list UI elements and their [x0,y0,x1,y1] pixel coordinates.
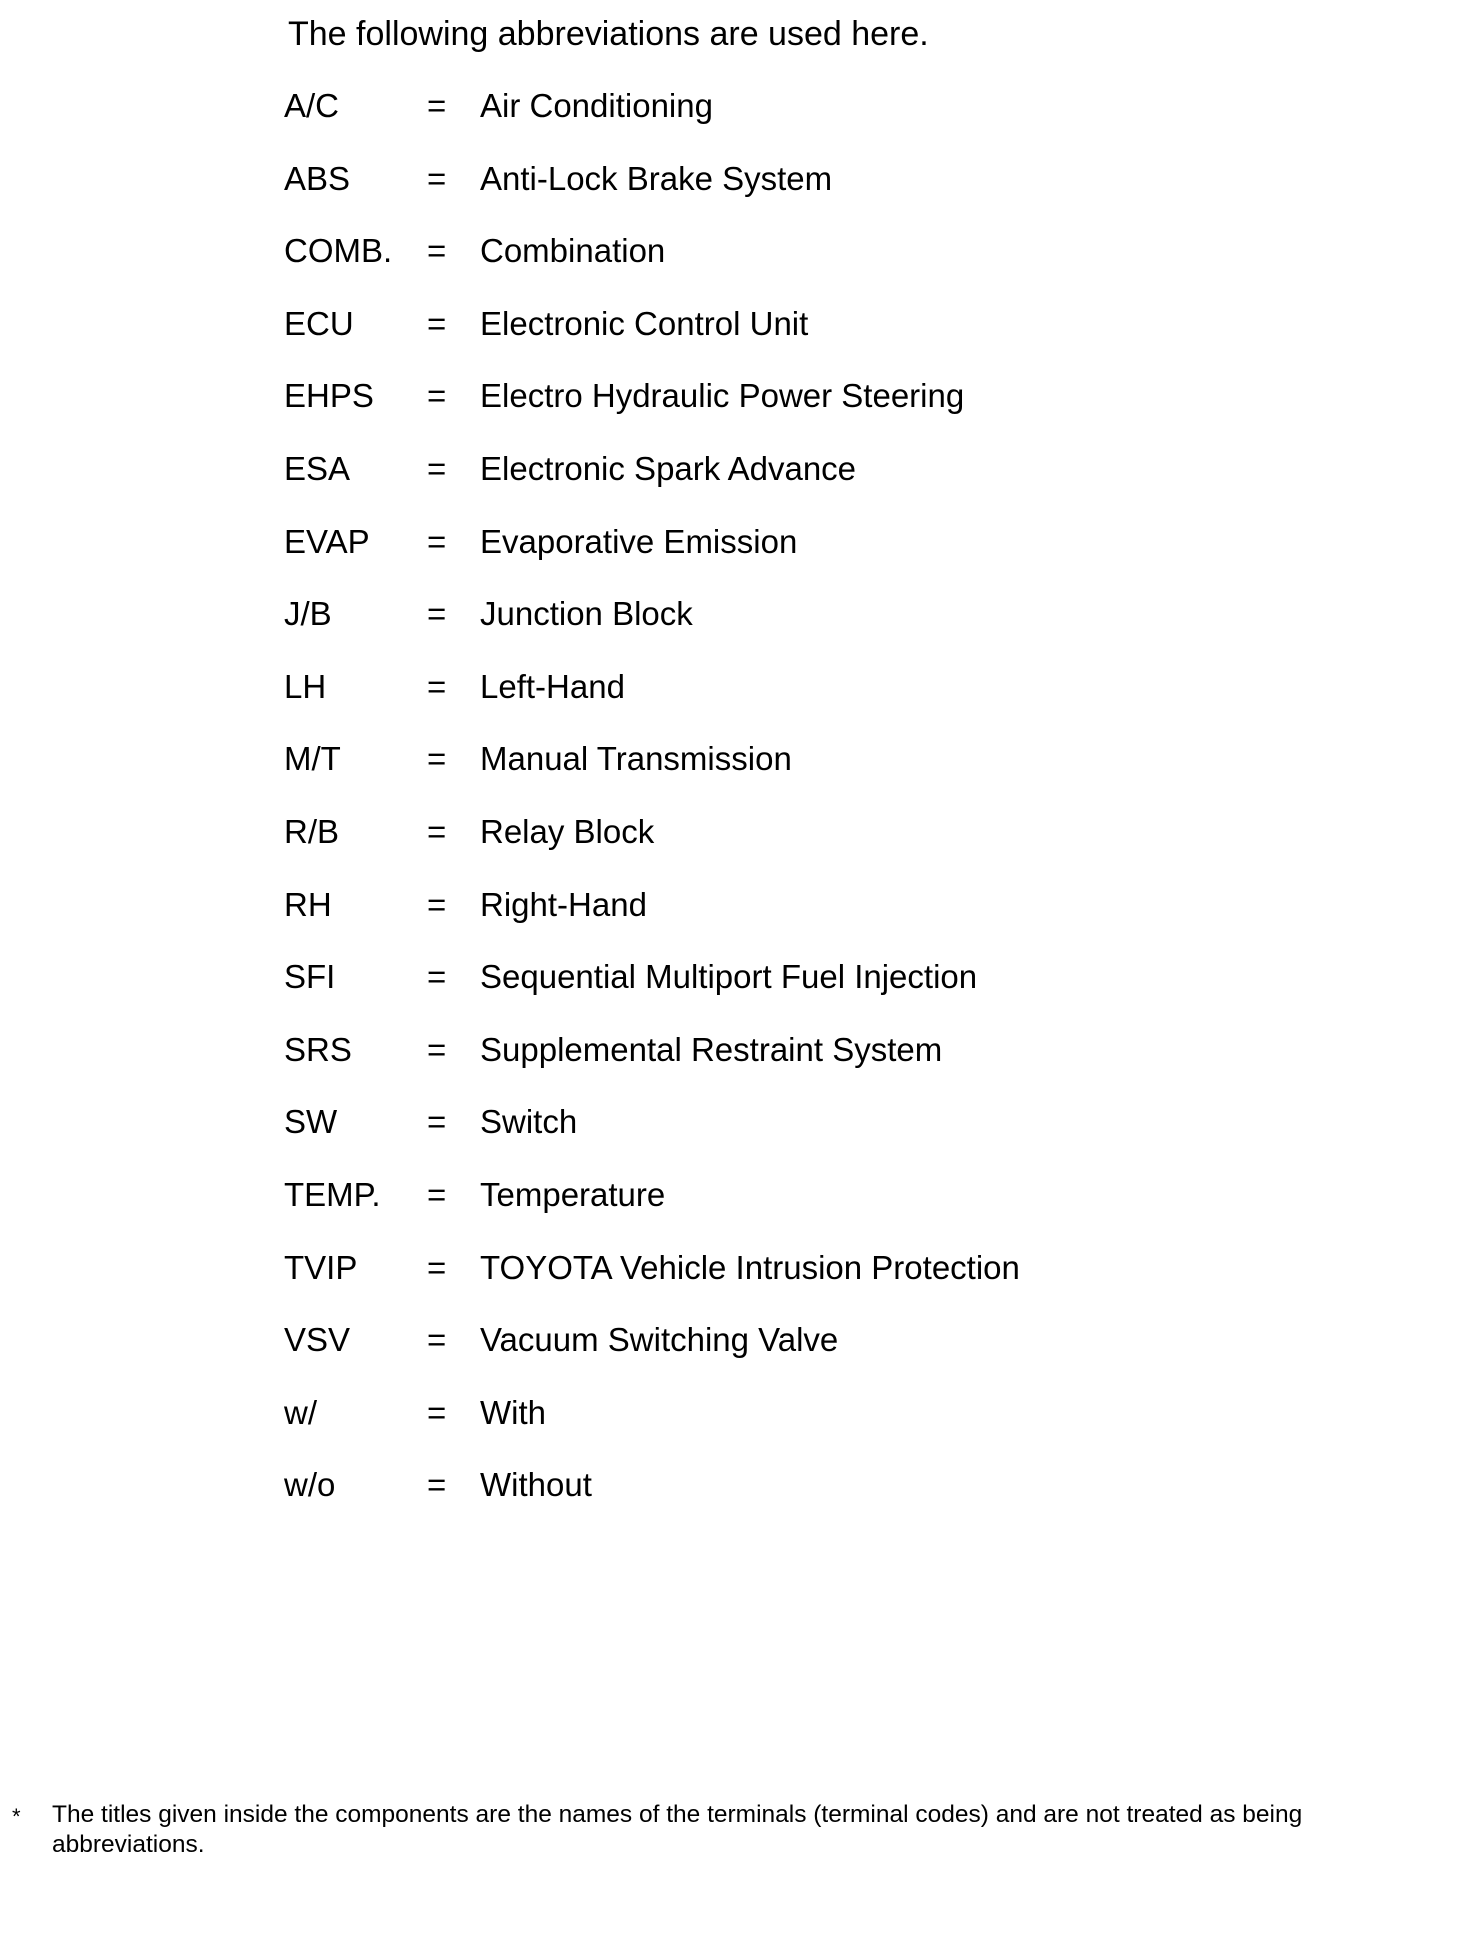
abbreviation-term: M/T [284,740,341,778]
abbreviation-term: w/ [284,1393,317,1431]
abbreviation-term: VSV [284,1321,351,1359]
abbreviation-term: ESA [284,449,351,487]
intro-text: The following abbreviations are used here. [288,15,929,53]
abbreviation-term: TVIP [284,1248,358,1286]
equals-sign: = [427,1393,447,1431]
abbreviation-definition: Electronic Control Unit [480,304,809,342]
abbreviation-definition: Without [480,1466,592,1504]
abbreviation-term: SFI [284,958,336,996]
equals-sign: = [427,1248,447,1286]
abbreviation-definition: Temperature [480,1175,666,1213]
abbreviation-row [284,1028,1284,1101]
abbreviation-row [284,665,1284,738]
abbreviation-term: SW [284,1103,338,1141]
equals-sign: = [427,449,447,487]
abbreviation-term: J/B [284,595,332,633]
equals-sign: = [427,87,447,124]
abbreviation-row [284,1173,1284,1246]
equals-sign: = [427,885,447,923]
abbreviation-row [284,1318,1284,1391]
abbreviation-definition: With [480,1393,546,1431]
abbreviation-term: R/B [284,812,340,850]
abbreviation-definition: Switch [480,1103,578,1141]
abbreviation-term: RH [284,885,332,923]
abbreviation-definition: Left-Hand [480,667,625,705]
abbreviation-definition: Electro Hydraulic Power Steering [480,377,965,415]
abbreviation-row [284,520,1284,593]
equals-sign: = [427,1321,447,1359]
equals-sign: = [427,1103,447,1141]
abbreviation-definition: Air Conditioning [480,87,713,124]
equals-sign: = [427,1466,447,1504]
abbreviation-term: EHPS [284,377,374,415]
equals-sign: = [427,1175,447,1213]
abbreviation-row [284,1463,1284,1536]
equals-sign: = [427,958,447,996]
equals-sign: = [427,812,447,850]
abbreviation-row [284,883,1284,956]
abbreviation-row [284,447,1284,520]
equals-sign: = [427,667,447,705]
abbreviation-term: TEMP. [284,1175,381,1213]
abbreviation-row [284,302,1284,375]
abbreviation-definition: TOYOTA Vehicle Intrusion Protection [480,1248,1020,1286]
abbreviation-row [284,592,1284,665]
abbreviation-list [284,84,1284,1536]
abbreviation-definition: Relay Block [480,812,655,850]
abbreviation-definition: Evaporative Emission [480,522,798,560]
equals-sign: = [427,1030,447,1068]
abbreviation-row [284,810,1284,883]
equals-sign: = [427,304,447,342]
abbreviation-row [284,955,1284,1028]
abbreviation-definition: Junction Block [480,595,693,633]
equals-sign: = [427,377,447,415]
abbreviation-definition: Sequential Multiport Fuel Injection [480,958,978,996]
abbreviation-row [284,1100,1284,1173]
equals-sign: = [427,595,447,633]
abbreviation-term: EVAP [284,522,370,560]
abbreviation-term: ABS [284,159,351,197]
abbreviation-row [284,229,1284,302]
footnote-text: The titles given inside the components are the names of the terminals (terminal codes) and are not treated as being abbreviations. [52,1801,1303,1858]
abbreviation-row [284,374,1284,447]
abbreviation-row [284,157,1284,230]
abbreviation-definition: Supplemental Restraint System [480,1030,943,1068]
abbreviation-row [284,84,1284,157]
abbreviation-definition: Right-Hand [480,885,647,923]
abbreviation-row [284,1246,1284,1319]
footnote-marker: * [12,1804,21,1829]
abbreviation-term: COMB. [284,232,393,270]
abbreviation-row [284,1391,1284,1464]
abbreviation-term: A/C [284,87,340,124]
abbreviation-definition: Electronic Spark Advance [480,449,857,487]
abbreviation-definition: Manual Transmission [480,740,792,778]
equals-sign: = [427,740,447,778]
abbreviation-term: w/o [284,1466,336,1504]
abbreviation-term: ECU [284,304,354,342]
abbreviation-definition: Anti-Lock Brake System [480,159,833,197]
abbreviation-term: LH [284,667,327,705]
equals-sign: = [427,232,447,270]
equals-sign: = [427,522,447,560]
abbreviation-term: SRS [284,1030,352,1068]
abbreviation-definition: Combination [480,232,666,270]
abbreviation-definition: Vacuum Switching Valve [480,1321,839,1359]
equals-sign: = [427,159,447,197]
abbreviation-row [284,737,1284,810]
